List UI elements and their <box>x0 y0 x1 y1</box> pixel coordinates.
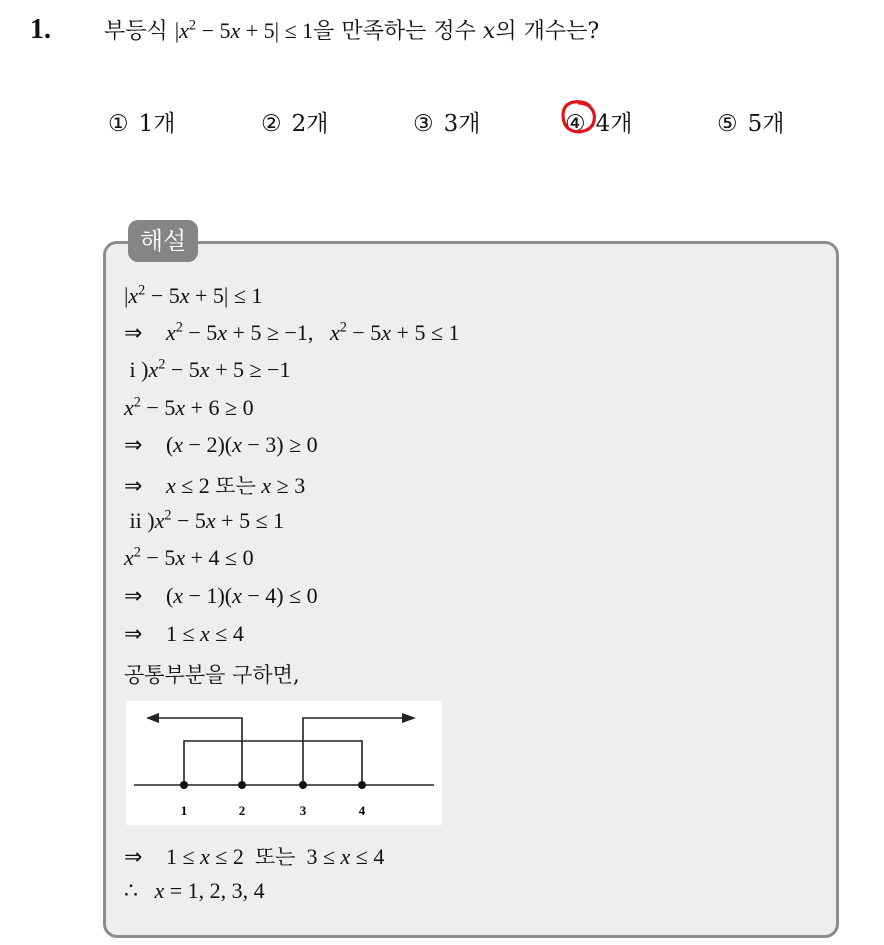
solution-line-11: 공통부분을 구하면, <box>124 663 300 687</box>
choice-number: ② <box>261 111 282 137</box>
answer-choices <box>108 105 828 141</box>
question-prefix: 부등식 <box>104 19 175 44</box>
region-x-ge-3-line <box>303 718 404 785</box>
solution-line-2: ⇒ $x^2 - 5x + 5 \ge -1$, $x^2 - 5x + 5 \le 1$ <box>124 319 460 345</box>
number-line-figure <box>126 701 442 825</box>
tick-label-1: 1 <box>180 803 188 818</box>
tick-label-2: 2 <box>238 803 246 818</box>
tick-label-4: 4 <box>358 803 366 818</box>
point-3 <box>299 781 307 789</box>
choice-label: 5개 <box>747 111 785 137</box>
solution-line-13: ∴ x = 1, 2, 3, 4 <box>124 878 265 903</box>
choice-3[interactable] <box>413 105 480 138</box>
question-inequality: $|x^2 - 5x + 5| \le 1$ <box>174 17 314 43</box>
choice-number: ① <box>108 111 129 137</box>
choice-label: 1개 <box>138 111 176 137</box>
question-suffix: 을 만족하는 정수 x의 개수는? <box>313 19 600 44</box>
solution-line-10: ⇒ 1 ≤ x ≤ 4 <box>124 621 244 646</box>
choice-5[interactable] <box>717 105 784 138</box>
choice-label: 3개 <box>443 111 481 137</box>
choice-label: 2개 <box>291 111 329 137</box>
solution-line-5: ⇒ (x − 2)(x − 3) ≥ 0 <box>124 432 318 457</box>
solution-line-4: $x^2 - 5x + 6 \ge 0$ <box>124 394 254 420</box>
selected-answer-circle-icon <box>559 99 597 135</box>
right-arrow-icon <box>402 713 416 723</box>
region-x-le-2-line <box>156 718 242 785</box>
solution-line-9: ⇒ (x − 1)(x − 4) ≤ 0 <box>124 583 318 608</box>
solution-line-8: $x^2 - 5x + 4 \le 0$ <box>124 544 254 570</box>
tick-label-3: 3 <box>299 803 307 818</box>
solution-line-6: ⇒ x ≤ 2 또는 x ≥ 3 <box>124 473 306 498</box>
solution-line-12: ⇒ 1 ≤ x ≤ 2 또는 3 ≤ x ≤ 4 <box>124 844 385 869</box>
solution-line-1: $|x^2 - 5x + 5| \le 1$ <box>124 282 263 308</box>
question-text <box>104 14 599 45</box>
point-2 <box>238 781 246 789</box>
solution-tag: 해설 <box>128 220 198 262</box>
region-1-to-4-line <box>184 741 362 785</box>
choice-number: ④ <box>565 111 586 137</box>
choice-label: 4개 <box>595 111 633 137</box>
number-line-diagram <box>126 701 442 825</box>
choice-1[interactable] <box>108 105 175 138</box>
choice-2[interactable] <box>261 105 328 138</box>
solution-line-7: ii )$x^2 - 5x + 5 \le 1$ <box>124 507 285 533</box>
choice-4[interactable] <box>565 105 632 138</box>
choice-number: ⑤ <box>717 111 738 137</box>
solution-line-3: i )$x^2 - 5x + 5 \ge -1$ <box>124 356 291 382</box>
point-1 <box>180 781 188 789</box>
point-4 <box>358 781 366 789</box>
question-number: 1. <box>30 14 51 45</box>
left-arrow-icon <box>146 713 159 723</box>
choice-number: ③ <box>413 111 434 137</box>
